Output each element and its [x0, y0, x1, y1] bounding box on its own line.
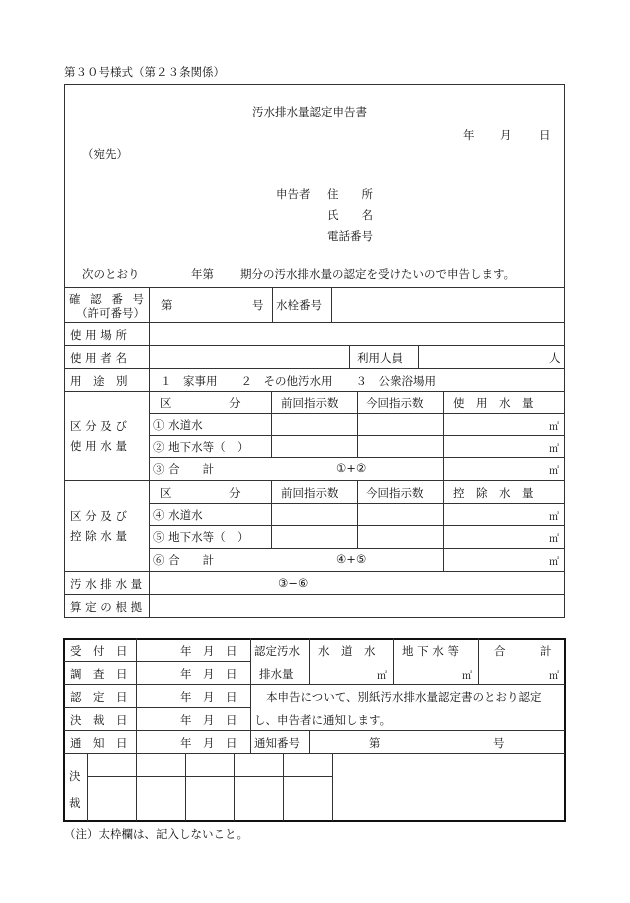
col-deduct: 控 除 水 量 [453, 486, 534, 500]
frame-line [64, 84, 565, 85]
col-ground-water: 地 下 水 等 [402, 644, 459, 658]
sum-4-5: ④+⑤ [336, 552, 367, 566]
date-day: 日 [539, 128, 551, 142]
intro-text-c: 期分の汚水排水量の認定を受けたいので申告します。 [240, 267, 516, 281]
declarant-label: 申告者 [276, 187, 311, 201]
phone-label: 電話番号 [327, 229, 373, 243]
persons-label: 利用人員 [357, 351, 403, 365]
approved-label: 決 裁 日 [70, 713, 128, 727]
ymd: 年 月 日 [180, 690, 238, 704]
date-year: 年 [463, 128, 475, 142]
frame-line [64, 84, 65, 618]
form-title: 汚水排水量認定申告書 [252, 105, 367, 119]
footer-note: （注）太枠欄は、記入しないこと。 [64, 827, 248, 841]
col-usage: 使 用 水 量 [453, 396, 534, 410]
row-3: ③ 合 計 [153, 462, 215, 476]
basis-label: 算 定 の 根 拠 [70, 600, 143, 614]
unit-m3: ㎥ [549, 534, 559, 545]
unit-m3: ㎥ [462, 671, 472, 682]
dai-label: 第 [161, 298, 173, 312]
addressee: （宛先） [82, 147, 128, 161]
col-curr-1: 今回指示数 [366, 396, 424, 410]
certified-volume-label-2: 排水量 [259, 667, 294, 681]
section1-label-1: 区 分 及 び [70, 419, 127, 433]
section2-label-1: 区 分 及 び [70, 509, 127, 523]
unit-m3: ㎥ [549, 512, 559, 523]
name-label: 氏 名 [327, 208, 373, 222]
meter-number-label: 水栓番号 [276, 298, 322, 312]
section1-label-2: 使 用 水 量 [70, 439, 127, 453]
row-1: ① 水道水 [153, 418, 203, 432]
ymd: 年 月 日 [180, 736, 238, 750]
kessai-label-1: 決 [69, 769, 81, 783]
usage-options: １ 家事用 ２ その他汚水用 ３ 公衆浴場用 [160, 374, 436, 388]
col-prev-1: 前回指示数 [281, 396, 339, 410]
unit-m3: ㎥ [549, 422, 559, 433]
notice-dai: 第 [369, 736, 381, 750]
unit-m3: ㎥ [377, 671, 387, 682]
notice-go: 号 [493, 736, 505, 750]
persons-unit: 人 [549, 351, 561, 365]
intro-text-b: 年第 [191, 267, 214, 281]
unit-m3: ㎥ [549, 466, 559, 477]
row-6: ⑥ 合 計 [153, 553, 215, 567]
frame-line [564, 84, 565, 618]
col-kubun-1: 区 分 [160, 396, 241, 410]
discharge-label: 汚 水 排 水 量 [70, 577, 143, 591]
certified-volume-label-1: 認定汚水 [254, 644, 300, 658]
permit-number-label: （許可番号） [76, 306, 145, 320]
notice-line-1: 本申告について、別紙汚水排水量認定書のとおり認定 [266, 690, 542, 704]
date-month: 月 [500, 128, 512, 142]
user-label: 使 用 者 名 [70, 351, 127, 365]
col-curr-2: 今回指示数 [366, 486, 424, 500]
row-5: ⑤ 地下水等（ ） [153, 530, 249, 544]
sum-1-2: ①+② [336, 461, 367, 475]
col-total: 合 計 [494, 644, 552, 658]
col-kubun-2: 区 分 [160, 486, 241, 500]
col-tap-water: 水 道 水 [318, 644, 376, 658]
address-label: 住 所 [327, 187, 373, 201]
unit-m3: ㎥ [549, 557, 559, 568]
notice-line-2: し、申告者に通知します。 [254, 713, 392, 727]
section2-label-2: 控 除 水 量 [70, 529, 127, 543]
ymd: 年 月 日 [180, 644, 238, 658]
ymd: 年 月 日 [180, 667, 238, 681]
go-label: 号 [252, 298, 264, 312]
form-number: 第３０号様式（第２３条関係） [64, 65, 225, 79]
confirm-number-label: 確 認 番 号 [69, 292, 144, 306]
unit-m3: ㎥ [549, 671, 559, 682]
col-prev-2: 前回指示数 [281, 486, 339, 500]
diff-3-6: ③−⑥ [278, 576, 309, 590]
row-2: ② 地下水等（ ） [153, 440, 249, 454]
checked-label: 調 査 日 [70, 667, 128, 681]
notified-label: 通 知 日 [70, 736, 128, 750]
kessai-label-2: 裁 [69, 796, 81, 810]
received-label: 受 付 日 [70, 644, 128, 658]
certified-label: 認 定 日 [70, 690, 128, 704]
usage-label: 用 途 別 [70, 374, 128, 388]
ymd: 年 月 日 [180, 713, 238, 727]
place-label: 使 用 場 所 [70, 328, 127, 342]
intro-text-a: 次のとおり [82, 267, 140, 281]
row-4: ④ 水道水 [153, 508, 203, 522]
unit-m3: ㎥ [549, 444, 559, 455]
notice-number-label: 通知番号 [254, 736, 300, 750]
